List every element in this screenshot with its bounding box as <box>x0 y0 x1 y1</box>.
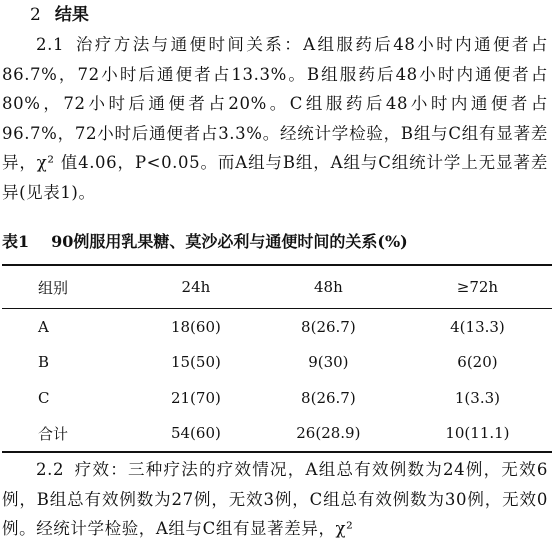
paragraph-text: 疗效：三种疗法的疗效情况，A组总有效例数为24例，无效6例，B组总有效例数为27例，无效3例，C组总有效例数为30例，无效0例。经统计学检验，A组与C组有显著差异，χ² <box>2 460 548 538</box>
cell-group: A <box>38 317 49 336</box>
header-72h: ≥72h <box>456 278 499 296</box>
cell-72h: 10(11.1) <box>445 424 510 443</box>
table-row-c <box>2 380 552 416</box>
cell-24h: 15(50) <box>170 353 221 372</box>
cell-group: B <box>38 353 50 372</box>
cell-24h: 21(70) <box>170 388 221 407</box>
cell-24h: 54(60) <box>170 424 221 443</box>
paragraph-text: 治疗方法与通便时间关系：A组服药后48小时内通便者占86.7%，72小时后通便者占13.3%。B组服药后48小时内通便者占80%，72小时后通便者占20%。C组服药后48小时内通便者占96.7%，72小时后通便者占3.3%。经统计学检验，B组与C组有显著差异，χ² 值4.06，P<0.05。而A组与B组，A组与C组统计学上无显著差异(见表1)。 <box>2 35 548 202</box>
table-row-total <box>2 416 552 453</box>
table-number: 表1 <box>2 232 30 251</box>
section-number: 2 <box>30 5 41 25</box>
cell-72h: 6(20) <box>457 353 498 372</box>
header-group: 组别 <box>38 278 69 297</box>
cell-group: 合计 <box>38 424 69 443</box>
header-48h: 48h <box>314 278 343 296</box>
table-row-a <box>2 309 552 345</box>
table-title: 90例服用乳果糖、莫沙必利与通便时间的关系(%) <box>51 232 408 251</box>
results-table <box>2 264 552 453</box>
table-caption <box>2 231 408 253</box>
results-table-container <box>2 264 552 453</box>
cell-48h: 9(30) <box>308 353 349 372</box>
cell-72h: 1(3.3) <box>454 388 500 407</box>
cell-group: C <box>38 388 50 407</box>
section-title: 结果 <box>54 5 89 25</box>
cell-48h: 8(26.7) <box>301 317 356 336</box>
section-heading <box>30 4 89 26</box>
cell-24h: 18(60) <box>170 317 221 336</box>
paragraph-number: 2.2 <box>36 460 65 479</box>
cell-72h: 4(13.3) <box>450 317 505 336</box>
table-row-b <box>2 345 552 381</box>
header-24h: 24h <box>181 278 211 296</box>
paragraph-efficacy <box>2 455 548 544</box>
paragraph-number: 2.1 <box>36 35 65 54</box>
table-header-row <box>2 265 552 309</box>
cell-48h: 26(28.9) <box>296 424 361 443</box>
cell-48h: 8(26.7) <box>301 388 356 407</box>
paragraph-treatment-vs-time <box>2 30 548 207</box>
